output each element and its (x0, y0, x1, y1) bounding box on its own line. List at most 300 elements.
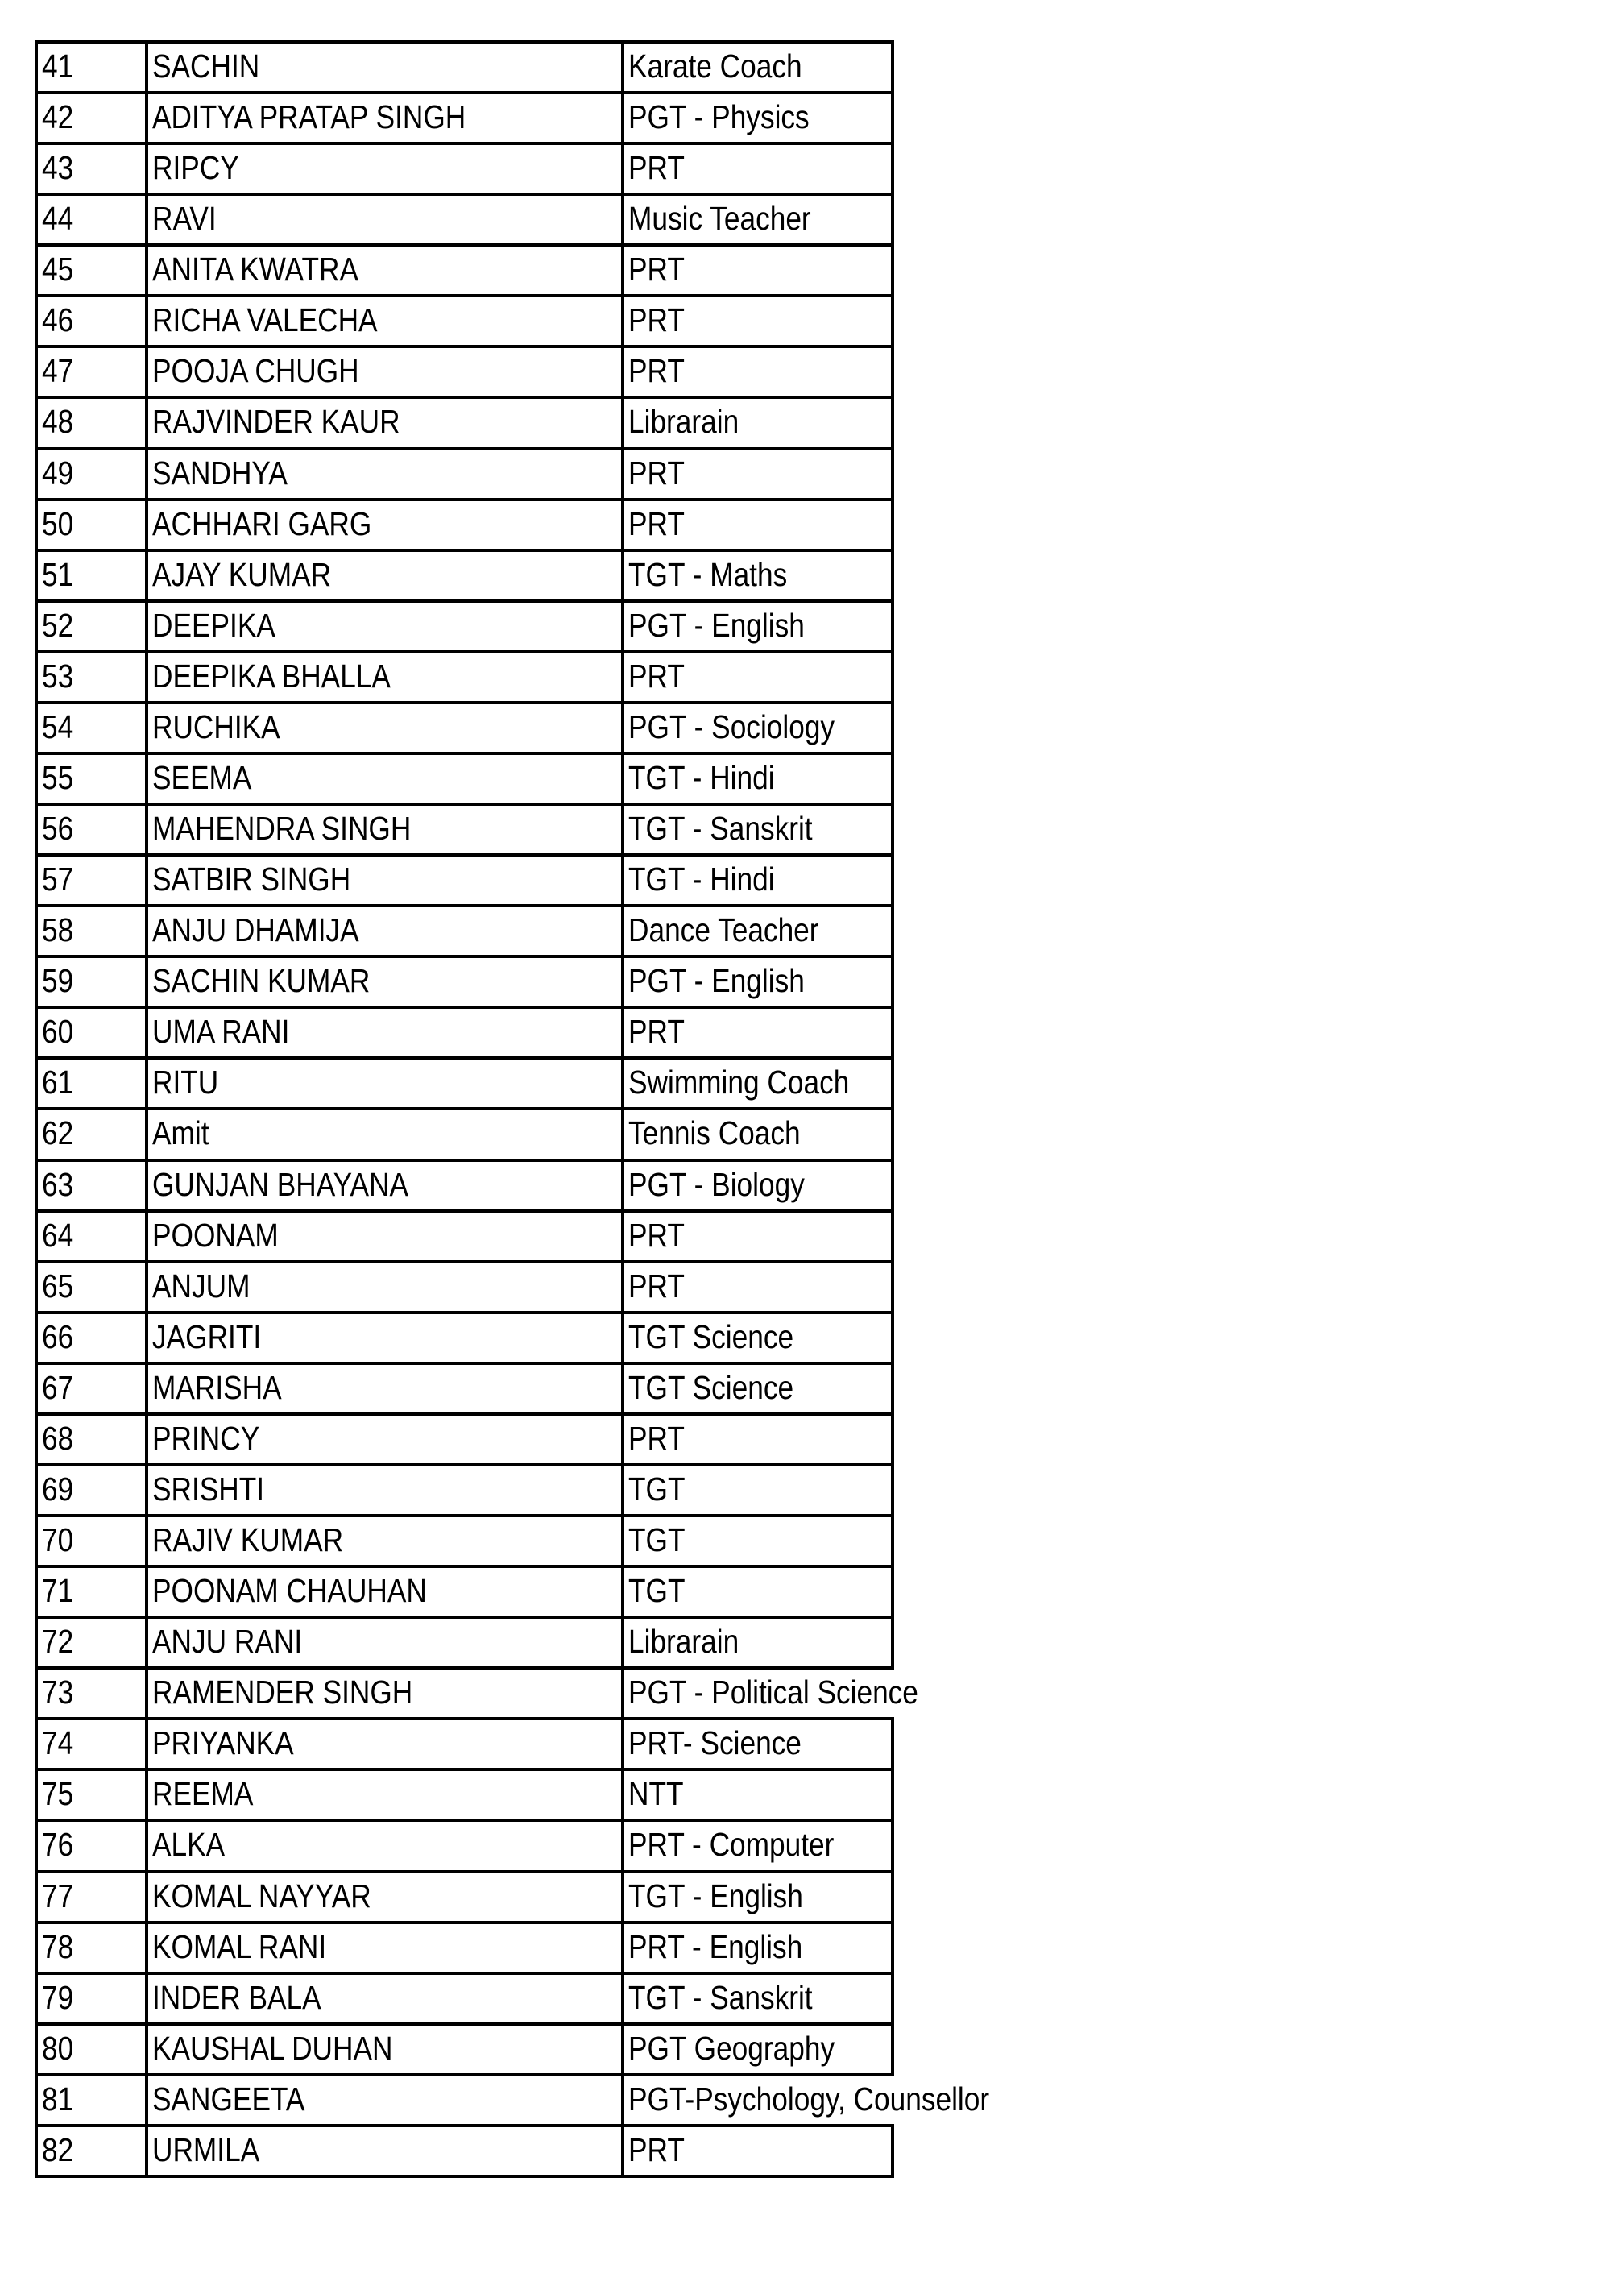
serial-number: 50 (42, 504, 74, 542)
name-cell (152, 91, 466, 142)
staff-name: JAGRITI (152, 1317, 262, 1355)
designation-cell (628, 1463, 686, 1514)
staff-name: RAMENDER SINGH (152, 1674, 413, 1711)
column-border (891, 599, 894, 653)
column-border (145, 193, 148, 247)
designation: PGT - Biology (628, 1165, 805, 1203)
designation-cell (628, 243, 685, 294)
name-cell (152, 1463, 264, 1514)
designation-cell (628, 803, 813, 853)
table-row (35, 1311, 894, 1362)
table-row (35, 294, 894, 345)
column-border (35, 498, 38, 552)
serial-number-cell (42, 345, 73, 396)
staff-name: ALKA (152, 1826, 226, 1864)
column-border (621, 904, 624, 958)
column-border (891, 447, 894, 501)
serial-number: 54 (42, 707, 74, 745)
column-border (145, 1412, 148, 1466)
column-border (621, 599, 624, 653)
column-border (35, 1311, 38, 1365)
serial-number: 75 (42, 1775, 74, 1813)
serial-number-cell (42, 243, 73, 294)
column-border (891, 853, 894, 907)
column-border (35, 1056, 38, 1110)
serial-number: 73 (42, 1674, 74, 1711)
designation-cell (628, 1362, 793, 1412)
column-border (145, 2124, 148, 2178)
name-cell (152, 1972, 321, 2022)
row-border (35, 955, 894, 958)
column-border (35, 2022, 38, 2076)
serial-number: 79 (42, 1978, 74, 2016)
staff-name: RICHA VALECHA (152, 301, 378, 339)
name-cell (152, 345, 359, 396)
serial-number-cell (42, 752, 73, 803)
row-border (35, 345, 894, 348)
name-cell (152, 1565, 427, 1616)
designation: TGT - Sanskrit (628, 1978, 813, 2016)
designation-cell (628, 1107, 801, 1158)
designation: PRT (628, 2130, 685, 2168)
designation: TGT - Maths (628, 555, 788, 593)
column-border (891, 91, 894, 145)
table-row (35, 752, 894, 803)
column-border (891, 1260, 894, 1314)
column-border (891, 803, 894, 857)
column-border (621, 447, 624, 501)
table-row (35, 1819, 894, 1869)
row-border (35, 40, 894, 44)
staff-name: REEMA (152, 1775, 254, 1813)
designation-cell (628, 2124, 685, 2175)
row-border (35, 1362, 894, 1365)
column-border (891, 243, 894, 297)
column-border (145, 1311, 148, 1365)
name-cell (152, 396, 400, 446)
table-row (35, 1260, 894, 1311)
column-border (35, 1463, 38, 1517)
column-border (145, 1870, 148, 1924)
column-border (145, 447, 148, 501)
row-border (35, 1819, 894, 1822)
serial-number-cell (42, 1514, 73, 1565)
column-border (621, 1159, 624, 1213)
column-border (145, 955, 148, 1009)
staff-name: RITU (152, 1064, 219, 1101)
column-border (621, 2022, 624, 2076)
column-border (145, 40, 148, 94)
serial-number-cell (42, 294, 73, 345)
table-row (35, 853, 894, 904)
serial-number: 55 (42, 758, 74, 796)
name-cell (152, 853, 350, 904)
staff-name: DEEPIKA BHALLA (152, 657, 391, 695)
name-cell (152, 2073, 304, 2124)
column-border (891, 1159, 894, 1213)
column-border (35, 1921, 38, 1975)
column-border (145, 599, 148, 653)
column-border (35, 1717, 38, 1771)
column-border (145, 904, 148, 958)
serial-number-cell (42, 904, 73, 955)
staff-name: KAUSHAL DUHAN (152, 2029, 393, 2067)
serial-number: 66 (42, 1317, 74, 1355)
column-border (35, 1209, 38, 1263)
name-cell (152, 40, 259, 91)
column-border (145, 1616, 148, 1670)
name-cell (152, 447, 288, 498)
serial-number-cell (42, 1056, 73, 1107)
serial-number-cell (42, 853, 73, 904)
name-cell (152, 701, 280, 752)
row-border (35, 1463, 894, 1466)
designation: PGT - English (628, 962, 805, 1000)
name-cell (152, 243, 358, 294)
row-border (35, 142, 894, 145)
serial-number: 48 (42, 403, 74, 441)
serial-number: 72 (42, 1623, 74, 1661)
column-border (891, 1514, 894, 1568)
serial-number-cell (42, 498, 73, 549)
name-cell (152, 1616, 302, 1666)
table-row (35, 345, 894, 396)
serial-number: 71 (42, 1572, 74, 1610)
designation-cell (628, 1565, 686, 1616)
name-cell (152, 1006, 289, 1056)
designation: Dance Teacher (628, 911, 819, 949)
table-row (35, 2124, 894, 2175)
column-border (891, 2124, 894, 2178)
designation-cell (628, 193, 811, 243)
column-border (145, 1921, 148, 1975)
table-row (35, 904, 894, 955)
serial-number: 42 (42, 98, 74, 136)
name-cell (152, 1768, 253, 1819)
table-row (35, 650, 894, 701)
column-border (891, 1616, 894, 1670)
table-row (35, 1006, 894, 1056)
designation-cell (628, 1666, 918, 1717)
column-border (621, 1972, 624, 2026)
serial-number-cell (42, 40, 73, 91)
serial-number-cell (42, 396, 73, 446)
name-cell (152, 142, 239, 193)
row-border (35, 1565, 894, 1568)
column-border (891, 1463, 894, 1517)
column-border (145, 853, 148, 907)
serial-number-cell (42, 1311, 73, 1362)
name-cell (152, 2022, 392, 2073)
column-border (891, 1311, 894, 1365)
column-border (145, 2073, 148, 2127)
staff-name: KOMAL RANI (152, 1927, 327, 1965)
column-border (145, 1006, 148, 1060)
row-border (35, 294, 894, 297)
column-border (35, 1107, 38, 1162)
serial-number: 61 (42, 1064, 74, 1101)
column-border (891, 1972, 894, 2026)
column-border (621, 1768, 624, 1822)
column-border (145, 345, 148, 399)
serial-number: 43 (42, 149, 74, 187)
column-border (35, 803, 38, 857)
row-border (35, 1616, 894, 1619)
staff-name: KOMAL NAYYAR (152, 1877, 371, 1914)
column-border (35, 1565, 38, 1619)
serial-number-cell (42, 1616, 73, 1666)
designation-cell (628, 345, 685, 396)
column-border (35, 549, 38, 603)
staff-name: GUNJAN BHAYANA (152, 1165, 409, 1203)
designation-cell (628, 701, 835, 752)
row-border (35, 549, 894, 552)
serial-number: 56 (42, 810, 74, 848)
staff-name: RAJVINDER KAUR (152, 403, 400, 441)
table-row (35, 193, 894, 243)
row-border (35, 1260, 894, 1263)
row-border (35, 91, 894, 94)
staff-name: ANJUM (152, 1267, 251, 1305)
column-border (891, 1768, 894, 1822)
column-border (621, 1870, 624, 1924)
column-border (891, 1819, 894, 1873)
serial-number-cell (42, 1666, 73, 1717)
designation-cell (628, 1717, 802, 1768)
serial-number-cell (42, 1159, 73, 1209)
designation-cell (628, 498, 685, 549)
row-border (35, 752, 894, 755)
column-border (145, 396, 148, 450)
column-border (891, 1006, 894, 1060)
column-border (35, 2073, 38, 2127)
column-border (621, 498, 624, 552)
row-border (35, 498, 894, 501)
designation: Music Teacher (628, 200, 811, 238)
designation: PRT- Science (628, 1724, 802, 1762)
serial-number: 51 (42, 555, 74, 593)
column-border (891, 1362, 894, 1416)
serial-number-cell (42, 1717, 73, 1768)
column-border (145, 91, 148, 145)
designation: PGT - Political Science (628, 1674, 918, 1711)
row-border (35, 2124, 894, 2127)
serial-number: 46 (42, 301, 74, 339)
table-row (35, 1921, 894, 1972)
table-row (35, 803, 894, 853)
column-border (621, 1565, 624, 1619)
staff-name: MAHENDRA SINGH (152, 810, 412, 848)
table-row (35, 2022, 894, 2073)
designation: Swimming Coach (628, 1064, 850, 1101)
staff-name: PRIYANKA (152, 1724, 294, 1762)
designation-cell (628, 396, 739, 446)
name-cell (152, 1159, 408, 1209)
serial-number-cell (42, 701, 73, 752)
column-border (621, 1616, 624, 1670)
staff-name: AJAY KUMAR (152, 555, 332, 593)
column-border (891, 752, 894, 806)
row-border (35, 1311, 894, 1314)
designation-cell (628, 853, 775, 904)
row-border (35, 1514, 894, 1517)
name-cell (152, 1107, 209, 1158)
column-border (145, 1819, 148, 1873)
staff-name: ADITYA PRATAP SINGH (152, 98, 466, 136)
column-border (145, 752, 148, 806)
name-cell (152, 1362, 282, 1412)
staff-name: SRISHTI (152, 1470, 265, 1508)
column-border (621, 396, 624, 450)
row-border (35, 1972, 894, 1975)
table-row (35, 1463, 894, 1514)
column-border (35, 650, 38, 704)
column-border (145, 243, 148, 297)
table-row (35, 142, 894, 193)
name-cell (152, 1819, 225, 1869)
serial-number: 49 (42, 454, 74, 492)
staff-name: ANITA KWATRA (152, 251, 358, 288)
serial-number-cell (42, 1412, 73, 1463)
row-border (35, 1056, 894, 1060)
serial-number: 74 (42, 1724, 74, 1762)
staff-name: UMA RANI (152, 1013, 290, 1051)
column-border (145, 498, 148, 552)
serial-number-cell (42, 2022, 73, 2073)
staff-name: POONAM (152, 1216, 279, 1254)
table-row (35, 1768, 894, 1819)
column-border (621, 1717, 624, 1771)
serial-number: 82 (42, 2130, 74, 2168)
serial-number: 58 (42, 911, 74, 949)
designation-cell (628, 1311, 793, 1362)
column-border (145, 1768, 148, 1822)
designation-cell (628, 549, 787, 599)
designation: PGT Geography (628, 2029, 835, 2067)
column-border (891, 650, 894, 704)
column-border (35, 1514, 38, 1568)
serial-number-cell (42, 1768, 73, 1819)
serial-number-cell (42, 91, 73, 142)
serial-number-cell (42, 1362, 73, 1412)
serial-number: 76 (42, 1826, 74, 1864)
serial-number-cell (42, 1972, 73, 2022)
name-cell (152, 599, 276, 650)
designation-cell (628, 904, 819, 955)
designation-cell (628, 1006, 685, 1056)
serial-number-cell (42, 193, 73, 243)
row-border (35, 1870, 894, 1873)
column-border (891, 345, 894, 399)
name-cell (152, 1412, 259, 1463)
designation: Librarain (628, 1623, 740, 1661)
serial-number: 81 (42, 2080, 74, 2118)
name-cell (152, 904, 359, 955)
designation: PRT (628, 1216, 685, 1254)
column-border (621, 701, 624, 755)
designation-cell (628, 1972, 813, 2022)
serial-number: 41 (42, 48, 74, 85)
column-border (621, 142, 624, 196)
staff-name: MARISHA (152, 1368, 282, 1406)
column-border (35, 447, 38, 501)
column-border (35, 2124, 38, 2178)
serial-number-cell (42, 2124, 73, 2175)
table-row (35, 1107, 894, 1158)
designation-cell (628, 294, 685, 345)
table-row (35, 498, 894, 549)
column-border (891, 1717, 894, 1771)
table-row (35, 599, 894, 650)
column-border (145, 701, 148, 755)
designation: NTT (628, 1775, 684, 1813)
column-border (621, 650, 624, 704)
staff-name: RAJIV KUMAR (152, 1521, 344, 1559)
column-border (35, 1768, 38, 1822)
designation-cell (628, 650, 685, 701)
column-border (145, 2022, 148, 2076)
column-border (621, 243, 624, 297)
column-border (35, 396, 38, 450)
column-border (145, 1972, 148, 2026)
column-border (621, 1107, 624, 1162)
staff-name: SATBIR SINGH (152, 861, 351, 898)
name-cell (152, 2124, 259, 2175)
designation-cell (628, 1768, 684, 1819)
name-cell (152, 1260, 250, 1311)
serial-number: 63 (42, 1165, 74, 1203)
designation-cell (628, 447, 685, 498)
table-row (35, 955, 894, 1006)
staff-name: URMILA (152, 2130, 260, 2168)
column-border (145, 1159, 148, 1213)
designation: PRT (628, 1419, 685, 1457)
column-border (621, 1819, 624, 1873)
column-border (891, 1870, 894, 1924)
serial-number-cell (42, 142, 73, 193)
serial-number-cell (42, 599, 73, 650)
designation: PGT - Sociology (628, 707, 835, 745)
table-row (35, 1717, 894, 1768)
column-border (35, 345, 38, 399)
serial-number: 65 (42, 1267, 74, 1305)
column-border (621, 1260, 624, 1314)
designation-cell (628, 2022, 835, 2073)
designation-cell (628, 1870, 803, 1921)
column-border (35, 193, 38, 247)
serial-number-cell (42, 549, 73, 599)
designation: PRT - English (628, 1927, 803, 1965)
name-cell (152, 1666, 412, 1717)
column-border (891, 396, 894, 450)
staff-name: Amit (152, 1114, 209, 1152)
staff-name: RUCHIKA (152, 707, 280, 745)
column-border (35, 1362, 38, 1416)
column-border (35, 1870, 38, 1924)
table-row (35, 1056, 894, 1107)
staff-name: DEEPIKA (152, 606, 276, 644)
table-row (35, 1514, 894, 1565)
staff-name: PRINCY (152, 1419, 260, 1457)
serial-number: 59 (42, 962, 74, 1000)
column-border (891, 1209, 894, 1263)
column-border (35, 701, 38, 755)
column-border (35, 853, 38, 907)
column-border (145, 294, 148, 348)
staff-name: ACHHARI GARG (152, 504, 372, 542)
row-border (35, 1209, 894, 1213)
table-row (35, 1209, 894, 1260)
